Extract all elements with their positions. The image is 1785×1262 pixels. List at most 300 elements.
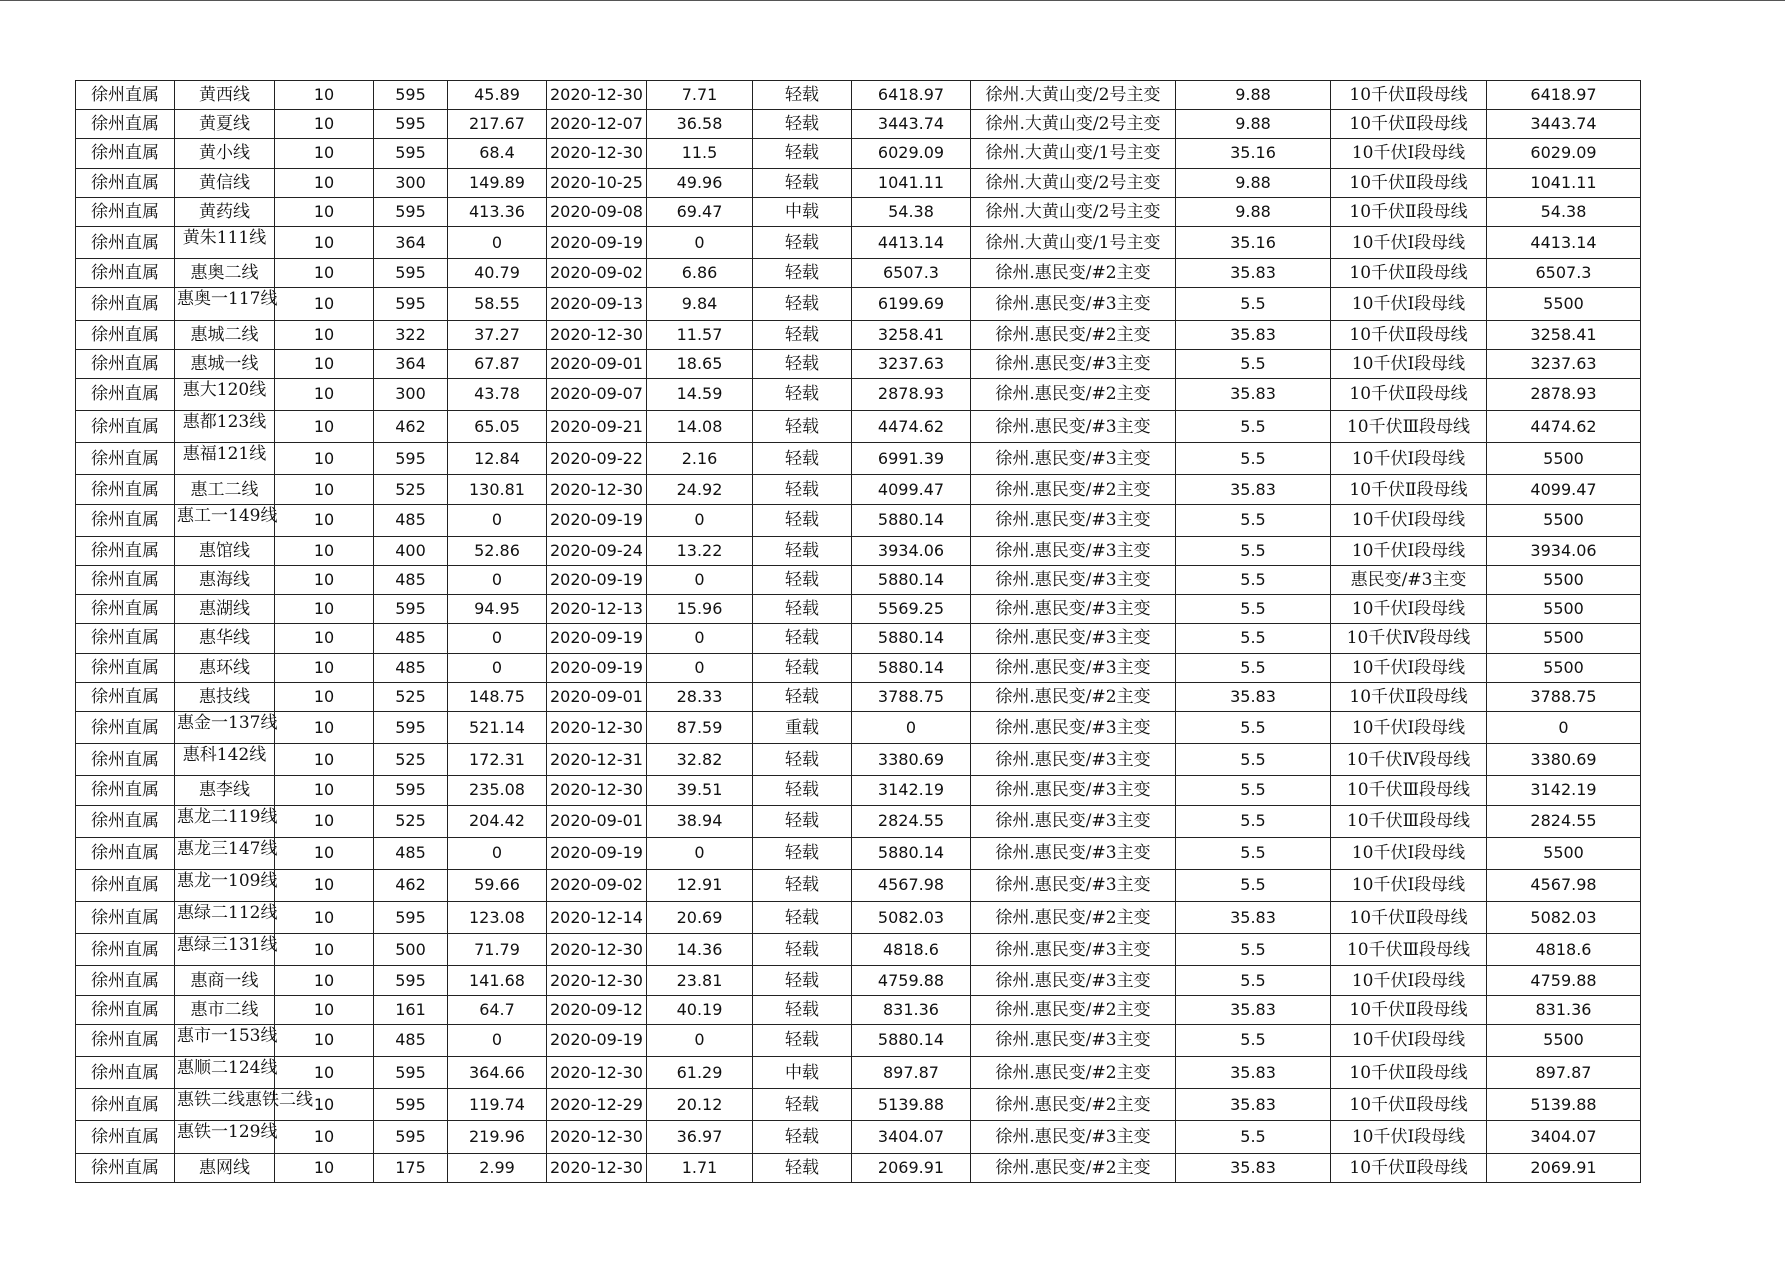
cell-voltage: 10: [275, 110, 374, 139]
cell-voltage: 10: [275, 837, 374, 869]
cell-rated-capacity: 595: [374, 1089, 448, 1121]
cell-bus-section: 10千伏Ⅰ段母线: [1331, 504, 1487, 536]
cell-unit: 徐州直属: [76, 995, 175, 1024]
cell-rated-capacity: 161: [374, 995, 448, 1024]
cell-bus-section: 10千伏Ⅰ段母线: [1331, 349, 1487, 378]
cell-unit: 徐州直属: [76, 320, 175, 349]
cell-unit: 徐州直属: [76, 902, 175, 934]
cell-voltage: 10: [275, 197, 374, 226]
cell-available-capacity: 3788.75: [852, 682, 971, 711]
cell-line-name: 黄信线: [175, 168, 275, 197]
cell-load-rate: 32.82: [647, 744, 753, 776]
cell-line-name: 惠绿二112线: [175, 902, 275, 934]
cell-load-rate: 11.5: [647, 139, 753, 168]
cell-substation-transformer: 徐州.惠民变/#3主变: [971, 349, 1176, 378]
cell-unit: 徐州直属: [76, 869, 175, 901]
cell-substation-transformer: 徐州.惠民变/#2主变: [971, 902, 1176, 934]
cell-bus-section: 10千伏Ⅱ段母线: [1331, 902, 1487, 934]
cell-substation-transformer: 徐州.惠民变/#3主变: [971, 805, 1176, 837]
cell-peak-date: 2020-12-14: [547, 902, 647, 934]
cell-substation-transformer: 徐州.惠民变/#2主变: [971, 1057, 1176, 1089]
cell-unit: 徐州直属: [76, 168, 175, 197]
cell-max-load: 0: [448, 566, 547, 595]
cell-load-status: 轻载: [753, 837, 852, 869]
cell-unit: 徐州直属: [76, 624, 175, 653]
cell-load-status: 轻载: [753, 443, 852, 475]
cell-peak-date: 2020-09-12: [547, 995, 647, 1024]
cell-open-capacity: 4099.47: [1487, 475, 1641, 504]
cell-load-status: 中载: [753, 1057, 852, 1089]
cell-load-rate: 13.22: [647, 536, 753, 565]
cell-substation-transformer: 徐州.大黄山变/2号主变: [971, 168, 1176, 197]
table-row: [76, 869, 1641, 901]
cell-voltage: 10: [275, 744, 374, 776]
cell-load-status: 轻载: [753, 81, 852, 110]
cell-max-load: 52.86: [448, 536, 547, 565]
cell-transformer-margin: 5.5: [1176, 443, 1331, 475]
cell-bus-section: 10千伏Ⅰ段母线: [1331, 1121, 1487, 1153]
cell-transformer-margin: 5.5: [1176, 624, 1331, 653]
cell-line-name: 惠顺二124线: [175, 1057, 275, 1089]
cell-transformer-margin: 5.5: [1176, 934, 1331, 966]
table-row: [76, 805, 1641, 837]
cell-rated-capacity: 364: [374, 226, 448, 258]
cell-available-capacity: 6418.97: [852, 81, 971, 110]
cell-line-name: 惠工二线: [175, 475, 275, 504]
cell-available-capacity: 831.36: [852, 995, 971, 1024]
cell-substation-transformer: 徐州.惠民变/#3主变: [971, 711, 1176, 743]
cell-voltage: 10: [275, 536, 374, 565]
cell-peak-date: 2020-12-30: [547, 966, 647, 995]
cell-load-status: 轻载: [753, 776, 852, 805]
cell-peak-date: 2020-09-01: [547, 682, 647, 711]
cell-open-capacity: 831.36: [1487, 995, 1641, 1024]
cell-bus-section: 10千伏Ⅰ段母线: [1331, 536, 1487, 565]
cell-available-capacity: 5880.14: [852, 566, 971, 595]
cell-load-status: 轻载: [753, 1089, 852, 1121]
cell-load-rate: 0: [647, 837, 753, 869]
cell-transformer-margin: 35.83: [1176, 378, 1331, 410]
cell-open-capacity: 6418.97: [1487, 81, 1641, 110]
cell-transformer-margin: 35.83: [1176, 995, 1331, 1024]
cell-max-load: 71.79: [448, 934, 547, 966]
cell-line-name: 惠龙三147线: [175, 837, 275, 869]
cell-line-name: 惠铁一129线: [175, 1121, 275, 1153]
cell-unit: 徐州直属: [76, 139, 175, 168]
cell-line-name: 惠商一线: [175, 966, 275, 995]
table-body: [76, 81, 1641, 1183]
cell-voltage: 10: [275, 1153, 374, 1182]
cell-load-rate: 61.29: [647, 1057, 753, 1089]
table-row: [76, 682, 1641, 711]
cell-line-name: 惠都123线: [175, 411, 275, 443]
cell-max-load: 0: [448, 226, 547, 258]
cell-unit: 徐州直属: [76, 1057, 175, 1089]
cell-load-rate: 87.59: [647, 711, 753, 743]
cell-substation-transformer: 徐州.惠民变/#3主变: [971, 776, 1176, 805]
cell-voltage: 10: [275, 776, 374, 805]
cell-max-load: 0: [448, 837, 547, 869]
table-row: [76, 81, 1641, 110]
cell-open-capacity: 3788.75: [1487, 682, 1641, 711]
cell-rated-capacity: 595: [374, 1057, 448, 1089]
cell-rated-capacity: 595: [374, 711, 448, 743]
cell-transformer-margin: 5.5: [1176, 504, 1331, 536]
cell-open-capacity: 2824.55: [1487, 805, 1641, 837]
cell-available-capacity: 897.87: [852, 1057, 971, 1089]
cell-voltage: 10: [275, 653, 374, 682]
cell-max-load: 204.42: [448, 805, 547, 837]
cell-open-capacity: 5500: [1487, 443, 1641, 475]
cell-load-status: 轻载: [753, 288, 852, 320]
cell-transformer-margin: 5.5: [1176, 711, 1331, 743]
cell-load-status: 轻载: [753, 259, 852, 288]
cell-max-load: 37.27: [448, 320, 547, 349]
cell-unit: 徐州直属: [76, 1153, 175, 1182]
cell-rated-capacity: 595: [374, 1121, 448, 1153]
cell-available-capacity: 2069.91: [852, 1153, 971, 1182]
cell-transformer-margin: 5.5: [1176, 566, 1331, 595]
cell-bus-section: 10千伏Ⅱ段母线: [1331, 81, 1487, 110]
cell-max-load: 141.68: [448, 966, 547, 995]
cell-voltage: 10: [275, 168, 374, 197]
cell-voltage: 10: [275, 902, 374, 934]
cell-load-status: 轻载: [753, 1153, 852, 1182]
cell-line-name: 黄小线: [175, 139, 275, 168]
cell-unit: 徐州直属: [76, 411, 175, 443]
table-row: [76, 902, 1641, 934]
cell-load-rate: 40.19: [647, 995, 753, 1024]
table-row: [76, 837, 1641, 869]
cell-transformer-margin: 35.83: [1176, 320, 1331, 349]
cell-unit: 徐州直属: [76, 288, 175, 320]
cell-open-capacity: 4818.6: [1487, 934, 1641, 966]
cell-voltage: 10: [275, 566, 374, 595]
cell-voltage: 10: [275, 934, 374, 966]
cell-load-status: 轻载: [753, 624, 852, 653]
cell-load-status: 轻载: [753, 475, 852, 504]
table-row: [76, 711, 1641, 743]
cell-rated-capacity: 595: [374, 902, 448, 934]
cell-line-name: 惠市二线: [175, 995, 275, 1024]
cell-line-name: 惠工一149线: [175, 504, 275, 536]
table-row: [76, 624, 1641, 653]
table-row: [76, 1024, 1641, 1056]
cell-max-load: 2.99: [448, 1153, 547, 1182]
cell-max-load: 219.96: [448, 1121, 547, 1153]
cell-bus-section: 10千伏Ⅰ段母线: [1331, 653, 1487, 682]
cell-transformer-margin: 9.88: [1176, 110, 1331, 139]
cell-max-load: 148.75: [448, 682, 547, 711]
cell-load-rate: 9.84: [647, 288, 753, 320]
cell-max-load: 58.55: [448, 288, 547, 320]
cell-load-rate: 2.16: [647, 443, 753, 475]
cell-line-name: 惠技线: [175, 682, 275, 711]
cell-load-rate: 0: [647, 1024, 753, 1056]
cell-transformer-margin: 5.5: [1176, 595, 1331, 624]
cell-peak-date: 2020-09-19: [547, 653, 647, 682]
table-row: [76, 110, 1641, 139]
cell-load-rate: 14.08: [647, 411, 753, 443]
cell-max-load: 172.31: [448, 744, 547, 776]
cell-available-capacity: 4413.14: [852, 226, 971, 258]
cell-max-load: 413.36: [448, 197, 547, 226]
cell-bus-section: 10千伏Ⅰ段母线: [1331, 837, 1487, 869]
cell-available-capacity: 3258.41: [852, 320, 971, 349]
cell-transformer-margin: 35.83: [1176, 1089, 1331, 1121]
cell-voltage: 10: [275, 320, 374, 349]
cell-bus-section: 10千伏Ⅱ段母线: [1331, 168, 1487, 197]
cell-load-status: 轻载: [753, 349, 852, 378]
cell-transformer-margin: 35.16: [1176, 139, 1331, 168]
cell-load-status: 轻载: [753, 1024, 852, 1056]
cell-voltage: 10: [275, 1089, 374, 1121]
cell-transformer-margin: 5.5: [1176, 805, 1331, 837]
table-row: [76, 320, 1641, 349]
cell-line-name: 惠海线: [175, 566, 275, 595]
cell-unit: 徐州直属: [76, 259, 175, 288]
cell-available-capacity: 6199.69: [852, 288, 971, 320]
cell-transformer-margin: 9.88: [1176, 81, 1331, 110]
table-row: [76, 139, 1641, 168]
cell-substation-transformer: 徐州.惠民变/#3主变: [971, 1121, 1176, 1153]
cell-rated-capacity: 175: [374, 1153, 448, 1182]
cell-peak-date: 2020-09-19: [547, 226, 647, 258]
cell-substation-transformer: 徐州.惠民变/#3主变: [971, 624, 1176, 653]
cell-open-capacity: 0: [1487, 711, 1641, 743]
cell-rated-capacity: 525: [374, 682, 448, 711]
cell-load-status: 轻载: [753, 966, 852, 995]
table-row: [76, 653, 1641, 682]
cell-max-load: 123.08: [448, 902, 547, 934]
cell-substation-transformer: 徐州.惠民变/#3主变: [971, 411, 1176, 443]
cell-load-status: 轻载: [753, 869, 852, 901]
cell-available-capacity: 6991.39: [852, 443, 971, 475]
cell-bus-section: 10千伏Ⅱ段母线: [1331, 475, 1487, 504]
cell-bus-section: 10千伏Ⅱ段母线: [1331, 110, 1487, 139]
cell-transformer-margin: 5.5: [1176, 869, 1331, 901]
cell-line-name: 惠环线: [175, 653, 275, 682]
cell-voltage: 10: [275, 1121, 374, 1153]
cell-transformer-margin: 9.88: [1176, 197, 1331, 226]
table-row: [76, 226, 1641, 258]
cell-bus-section: 10千伏Ⅱ段母线: [1331, 1153, 1487, 1182]
cell-transformer-margin: 5.5: [1176, 744, 1331, 776]
cell-voltage: 10: [275, 711, 374, 743]
cell-rated-capacity: 595: [374, 288, 448, 320]
table-row: [76, 1089, 1641, 1121]
cell-load-rate: 12.91: [647, 869, 753, 901]
cell-substation-transformer: 徐州.大黄山变/1号主变: [971, 139, 1176, 168]
cell-rated-capacity: 462: [374, 411, 448, 443]
cell-voltage: 10: [275, 1057, 374, 1089]
cell-transformer-margin: 5.5: [1176, 653, 1331, 682]
cell-available-capacity: 3237.63: [852, 349, 971, 378]
cell-transformer-margin: 5.5: [1176, 411, 1331, 443]
cell-transformer-margin: 5.5: [1176, 1024, 1331, 1056]
cell-load-rate: 0: [647, 624, 753, 653]
cell-line-name: 惠奥二线: [175, 259, 275, 288]
cell-peak-date: 2020-12-30: [547, 776, 647, 805]
cell-available-capacity: 4567.98: [852, 869, 971, 901]
cell-rated-capacity: 300: [374, 168, 448, 197]
cell-rated-capacity: 595: [374, 966, 448, 995]
cell-max-load: 64.7: [448, 995, 547, 1024]
table-row: [76, 443, 1641, 475]
cell-line-name: 惠福121线: [175, 443, 275, 475]
cell-load-status: 轻载: [753, 411, 852, 443]
cell-peak-date: 2020-12-30: [547, 81, 647, 110]
cell-bus-section: 10千伏Ⅱ段母线: [1331, 1057, 1487, 1089]
cell-open-capacity: 5500: [1487, 1024, 1641, 1056]
cell-load-status: 轻载: [753, 902, 852, 934]
cell-peak-date: 2020-12-13: [547, 595, 647, 624]
table-row: [76, 934, 1641, 966]
cell-bus-section: 10千伏Ⅱ段母线: [1331, 1089, 1487, 1121]
cell-bus-section: 10千伏Ⅱ段母线: [1331, 682, 1487, 711]
cell-unit: 徐州直属: [76, 110, 175, 139]
table-row: [76, 504, 1641, 536]
cell-line-name: 惠湖线: [175, 595, 275, 624]
cell-load-status: 轻载: [753, 168, 852, 197]
cell-rated-capacity: 485: [374, 624, 448, 653]
cell-unit: 徐州直属: [76, 378, 175, 410]
cell-max-load: 149.89: [448, 168, 547, 197]
cell-substation-transformer: 徐州.惠民变/#3主变: [971, 595, 1176, 624]
cell-bus-section: 10千伏Ⅲ段母线: [1331, 776, 1487, 805]
cell-max-load: 40.79: [448, 259, 547, 288]
cell-bus-section: 10千伏Ⅰ段母线: [1331, 869, 1487, 901]
cell-rated-capacity: 485: [374, 1024, 448, 1056]
cell-unit: 徐州直属: [76, 682, 175, 711]
cell-unit: 徐州直属: [76, 595, 175, 624]
cell-max-load: 65.05: [448, 411, 547, 443]
cell-rated-capacity: 322: [374, 320, 448, 349]
cell-bus-section: 10千伏Ⅰ段母线: [1331, 226, 1487, 258]
table-row: [76, 197, 1641, 226]
cell-unit: 徐州直属: [76, 776, 175, 805]
cell-available-capacity: 6507.3: [852, 259, 971, 288]
cell-peak-date: 2020-12-30: [547, 475, 647, 504]
cell-substation-transformer: 徐州.惠民变/#3主变: [971, 536, 1176, 565]
cell-open-capacity: 4413.14: [1487, 226, 1641, 258]
cell-peak-date: 2020-09-02: [547, 259, 647, 288]
cell-substation-transformer: 徐州.惠民变/#2主变: [971, 378, 1176, 410]
cell-open-capacity: 3934.06: [1487, 536, 1641, 565]
cell-peak-date: 2020-09-19: [547, 1024, 647, 1056]
cell-substation-transformer: 徐州.惠民变/#2主变: [971, 1089, 1176, 1121]
cell-voltage: 10: [275, 1024, 374, 1056]
cell-transformer-margin: 35.16: [1176, 226, 1331, 258]
cell-unit: 徐州直属: [76, 504, 175, 536]
cell-peak-date: 2020-09-19: [547, 837, 647, 869]
cell-line-name: 惠城二线: [175, 320, 275, 349]
cell-load-status: 重载: [753, 711, 852, 743]
cell-bus-section: 10千伏Ⅱ段母线: [1331, 197, 1487, 226]
cell-max-load: 59.66: [448, 869, 547, 901]
cell-peak-date: 2020-12-30: [547, 934, 647, 966]
cell-substation-transformer: 徐州.惠民变/#3主变: [971, 288, 1176, 320]
cell-available-capacity: 0: [852, 711, 971, 743]
cell-rated-capacity: 595: [374, 443, 448, 475]
cell-substation-transformer: 徐州.惠民变/#3主变: [971, 744, 1176, 776]
table-row: [76, 995, 1641, 1024]
cell-transformer-margin: 35.83: [1176, 682, 1331, 711]
cell-peak-date: 2020-12-30: [547, 1057, 647, 1089]
cell-peak-date: 2020-12-30: [547, 139, 647, 168]
cell-available-capacity: 3934.06: [852, 536, 971, 565]
cell-max-load: 0: [448, 653, 547, 682]
cell-open-capacity: 3380.69: [1487, 744, 1641, 776]
cell-substation-transformer: 徐州.惠民变/#3主变: [971, 566, 1176, 595]
cell-bus-section: 10千伏Ⅲ段母线: [1331, 934, 1487, 966]
cell-peak-date: 2020-12-30: [547, 1153, 647, 1182]
cell-unit: 徐州直属: [76, 805, 175, 837]
cell-open-capacity: 5082.03: [1487, 902, 1641, 934]
cell-load-rate: 18.65: [647, 349, 753, 378]
cell-bus-section: 10千伏Ⅰ段母线: [1331, 1024, 1487, 1056]
cell-transformer-margin: 5.5: [1176, 1121, 1331, 1153]
cell-max-load: 68.4: [448, 139, 547, 168]
cell-load-status: 轻载: [753, 536, 852, 565]
cell-peak-date: 2020-09-21: [547, 411, 647, 443]
cell-open-capacity: 4567.98: [1487, 869, 1641, 901]
cell-open-capacity: 2069.91: [1487, 1153, 1641, 1182]
cell-bus-section: 10千伏Ⅰ段母线: [1331, 711, 1487, 743]
cell-substation-transformer: 徐州.惠民变/#3主变: [971, 837, 1176, 869]
table-row: [76, 776, 1641, 805]
cell-available-capacity: 5082.03: [852, 902, 971, 934]
cell-line-name: 惠奥一117线: [175, 288, 275, 320]
cell-substation-transformer: 徐州.惠民变/#2主变: [971, 259, 1176, 288]
feeder-load-table: [75, 80, 1641, 1183]
cell-rated-capacity: 595: [374, 139, 448, 168]
cell-substation-transformer: 徐州.惠民变/#3主变: [971, 869, 1176, 901]
cell-unit: 徐州直属: [76, 934, 175, 966]
cell-bus-section: 10千伏Ⅱ段母线: [1331, 320, 1487, 349]
cell-rated-capacity: 525: [374, 805, 448, 837]
cell-rated-capacity: 595: [374, 81, 448, 110]
cell-substation-transformer: 徐州.惠民变/#3主变: [971, 1024, 1176, 1056]
table-row: [76, 536, 1641, 565]
cell-voltage: 10: [275, 443, 374, 475]
cell-voltage: 10: [275, 624, 374, 653]
cell-substation-transformer: 徐州.惠民变/#2主变: [971, 320, 1176, 349]
cell-open-capacity: 5500: [1487, 566, 1641, 595]
cell-load-rate: 7.71: [647, 81, 753, 110]
cell-voltage: 10: [275, 966, 374, 995]
cell-available-capacity: 5880.14: [852, 624, 971, 653]
table-row: [76, 1153, 1641, 1182]
cell-rated-capacity: 595: [374, 110, 448, 139]
cell-load-status: 中载: [753, 197, 852, 226]
cell-rated-capacity: 485: [374, 653, 448, 682]
cell-load-status: 轻载: [753, 744, 852, 776]
cell-max-load: 94.95: [448, 595, 547, 624]
cell-rated-capacity: 595: [374, 595, 448, 624]
cell-unit: 徐州直属: [76, 566, 175, 595]
page-top-rule: [0, 0, 1785, 1]
cell-voltage: 10: [275, 869, 374, 901]
cell-load-rate: 49.96: [647, 168, 753, 197]
cell-line-name: 惠华线: [175, 624, 275, 653]
cell-voltage: 10: [275, 995, 374, 1024]
cell-load-rate: 36.58: [647, 110, 753, 139]
cell-open-capacity: 3443.74: [1487, 110, 1641, 139]
cell-rated-capacity: 400: [374, 536, 448, 565]
cell-load-rate: 23.81: [647, 966, 753, 995]
cell-substation-transformer: 徐州.惠民变/#2主变: [971, 475, 1176, 504]
